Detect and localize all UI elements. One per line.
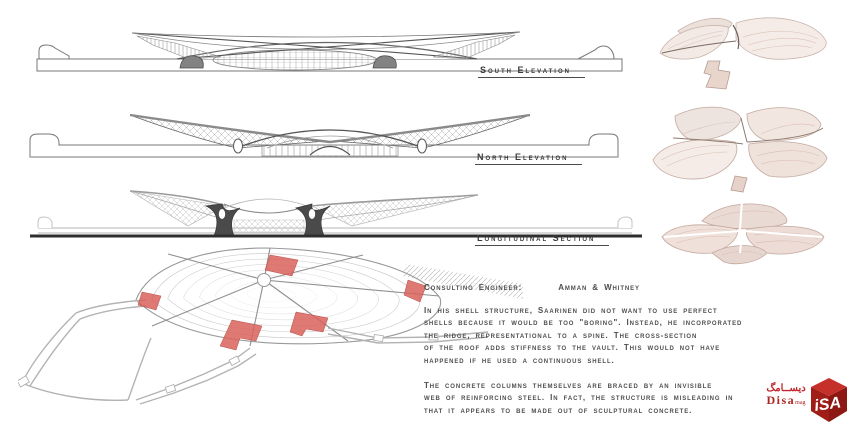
svg-text:iSA: iSA bbox=[813, 394, 843, 415]
consulting-engineer-label: Consulting Engineer: bbox=[424, 283, 523, 292]
paragraph-shell-structure: In his shell structure, Saarinen did not want to use perfect shells because it would be too "boring". Instead, he incorporated the ridge, representational to a spine. The cross-section of the roof adds stiffness to the vault. This would not have happened if he used a continuous shell. bbox=[424, 306, 743, 365]
disamag-logo bbox=[765, 374, 849, 424]
disamag-brand-text: Disamag bbox=[766, 393, 806, 407]
disamag-arabic-text: ديســامگ bbox=[766, 383, 806, 394]
disamag-wordmark bbox=[763, 384, 809, 410]
paragraph-concrete-columns: The concrete columns themselves are braced by an invisible web of reinforcing steel. In fact, the structure is misleading in that it appears to be made out of sculptural concrete. bbox=[424, 381, 734, 415]
longitudinal-section-label: Longitudinal Section bbox=[475, 233, 609, 246]
consulting-engineer-value: Amman & Whitney bbox=[558, 283, 640, 292]
south-elevation-label: South Elevation bbox=[478, 65, 585, 78]
roof-render-middle bbox=[643, 98, 838, 194]
north-elevation-label: North Elevation bbox=[475, 152, 582, 165]
roof-render-top bbox=[648, 3, 838, 95]
isa-cube-icon bbox=[809, 376, 849, 424]
roof-render-bottom bbox=[652, 195, 837, 270]
